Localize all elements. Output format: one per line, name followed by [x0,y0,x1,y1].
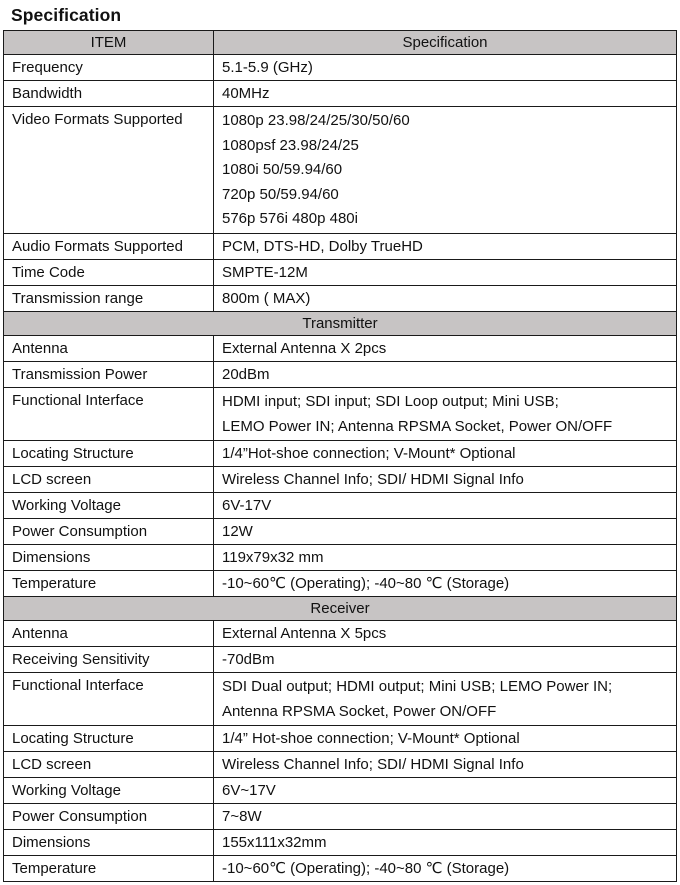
spec-value-line: 1080i 50/59.94/60 [222,161,343,179]
spec-value: 20dBm [214,361,677,387]
spec-value: 800m ( MAX) [214,285,677,311]
receiver-section-row [4,597,677,621]
table-header-row [4,31,677,55]
spec-label: Power Consumption [4,519,214,545]
spec-label: Locating Structure [4,441,214,467]
spec-value-line: LEMO Power IN; Antenna RPSMA Socket, Power ON/OFF [222,417,613,435]
spec-label: Receiving Sensitivity [4,647,214,673]
spec-value: External Antenna X 2pcs [214,335,677,361]
table-row [4,493,677,519]
spec-value-line: 1080p 23.98/24/25/30/50/60 [222,112,410,129]
spec-value-line: SDI Dual output; HDMI output; Mini USB; LEMO Power IN; [222,678,613,696]
spec-value: 12W [214,519,677,545]
spec-label: Working Voltage [4,778,214,804]
spec-value [214,673,677,726]
spec-value-lines [222,673,676,725]
spec-label: Functional Interface [4,387,214,440]
transmitter-section-heading: Transmitter [4,311,677,335]
spec-label: Locating Structure [4,726,214,752]
table-row [4,804,677,830]
spec-label: Time Code [4,259,214,285]
spec-value: 1/4”Hot-shoe connection; V-Mount* Optional [214,441,677,467]
spec-value-line: 576p 576i 480p 480i [222,210,358,228]
spec-value: PCM, DTS-HD, Dolby TrueHD [214,233,677,259]
table-row [4,107,677,234]
spec-value-lines [222,107,676,233]
spec-table [3,30,677,882]
table-row [4,621,677,647]
header-spec: Specification [214,31,677,55]
spec-label: LCD screen [4,467,214,493]
spec-label: LCD screen [4,752,214,778]
spec-label: Dimensions [4,830,214,856]
transmitter-section-row [4,311,677,335]
table-row [4,259,677,285]
spec-value: 7~8W [214,804,677,830]
spec-value: External Antenna X 5pcs [214,621,677,647]
spec-value-lines [222,388,676,440]
spec-label: Functional Interface [4,673,214,726]
spec-value: 1/4” Hot-shoe connection; V-Mount* Optional [214,726,677,752]
table-row [4,467,677,493]
spec-label: Bandwidth [4,81,214,107]
table-row [4,545,677,571]
spec-label: Power Consumption [4,804,214,830]
table-row [4,233,677,259]
spec-value: -70dBm [214,647,677,673]
spec-value-line: HDMI input; SDI input; SDI Loop output; Mini USB; [222,392,559,410]
table-row [4,387,677,440]
spec-value: 5.1-5.9 (GHz) [214,55,677,81]
spec-value: Wireless Channel Info; SDI/ HDMI Signal Info [214,467,677,493]
spec-label: Temperature [4,856,214,882]
spec-value: 155x111x32mm [214,830,677,856]
header-item: ITEM [4,31,214,55]
spec-value: -10~60℃ (Operating); -40~80 ℃ (Storage) [214,571,677,597]
spec-value-line: 1080psf 23.98/24/25 [222,136,359,154]
spec-value [214,107,677,234]
table-row [4,752,677,778]
table-row [4,285,677,311]
table-row [4,830,677,856]
spec-value [214,387,677,440]
receiver-section-heading: Receiver [4,597,677,621]
spec-value: Wireless Channel Info; SDI/ HDMI Signal Info [214,752,677,778]
spec-value: 119x79x32 mm [214,545,677,571]
table-row [4,55,677,81]
table-row [4,778,677,804]
table-row [4,647,677,673]
table-row [4,441,677,467]
table-row [4,856,677,882]
table-row [4,335,677,361]
spec-label: Dimensions [4,545,214,571]
table-row [4,81,677,107]
spec-value: 40MHz [214,81,677,107]
spec-value: 6V-17V [214,493,677,519]
spec-label: Temperature [4,571,214,597]
spec-label: Antenna [4,621,214,647]
table-row [4,519,677,545]
page-title: Specification [11,5,122,25]
spec-label: Audio Formats Supported [4,233,214,259]
spec-label: Working Voltage [4,493,214,519]
spec-table-body [4,31,677,882]
spec-label: Transmission range [4,285,214,311]
spec-value-line: Antenna RPSMA Socket, Power ON/OFF [222,702,497,720]
spec-label: Frequency [4,55,214,81]
spec-label: Antenna [4,335,214,361]
table-row [4,571,677,597]
spec-label: Video Formats Supported [4,107,214,234]
spec-value: SMPTE-12M [214,259,677,285]
table-row [4,726,677,752]
spec-label: Transmission Power [4,361,214,387]
table-row [4,361,677,387]
spec-value-line: 720p 50/59.94/60 [222,185,339,203]
spec-value: 6V~17V [214,778,677,804]
spec-value: -10~60℃ (Operating); -40~80 ℃ (Storage) [214,856,677,882]
table-row [4,673,677,726]
